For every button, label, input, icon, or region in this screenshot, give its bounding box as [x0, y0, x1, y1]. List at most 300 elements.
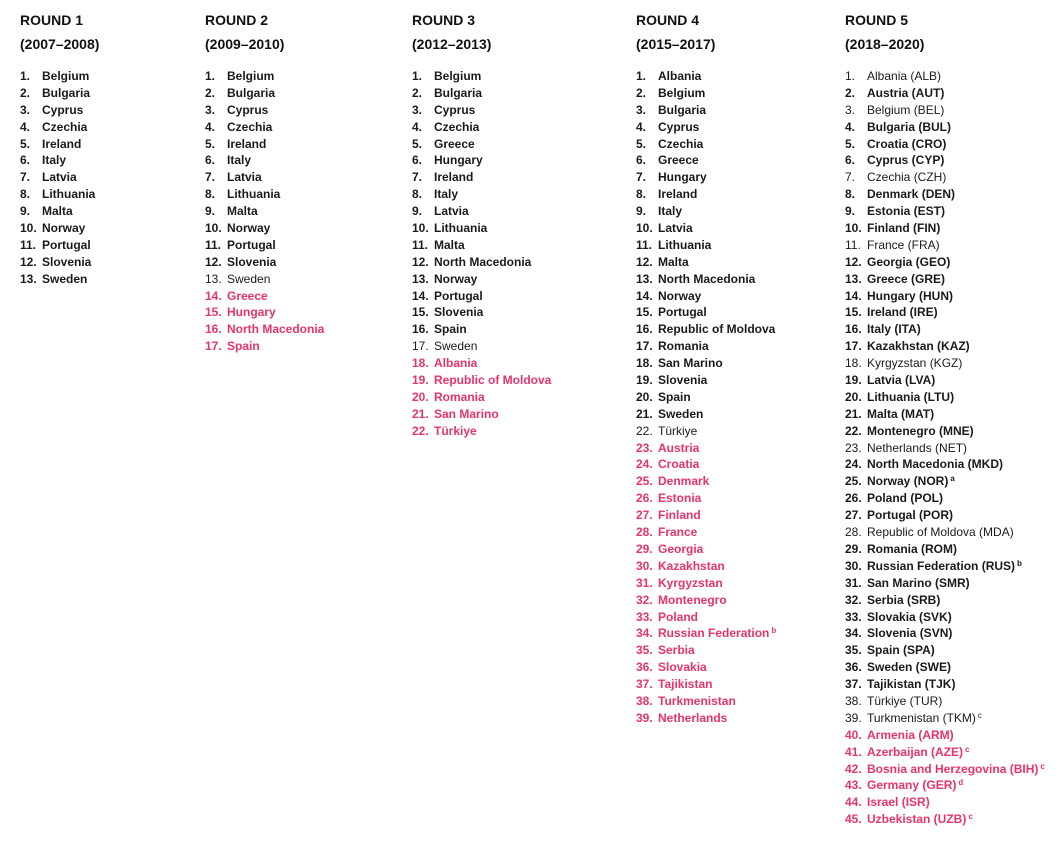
- country-item: [636, 406, 831, 423]
- country-item: [412, 136, 617, 153]
- country-name: Serbia (SRB): [867, 592, 941, 607]
- item-number: 18.: [636, 356, 653, 371]
- country-item: [20, 237, 190, 254]
- country-item: [412, 169, 617, 186]
- country-name: Poland: [658, 609, 699, 624]
- country-name: Sweden: [227, 271, 271, 286]
- country-item: [20, 136, 190, 153]
- country-name: Czechia: [434, 119, 480, 134]
- country-name: Portugal (POR): [867, 508, 953, 523]
- item-number: 10.: [412, 221, 429, 236]
- round-title: [636, 8, 831, 56]
- country-name: Bulgaria: [658, 102, 707, 117]
- country-item: [636, 152, 831, 169]
- country-name: Spain: [227, 339, 260, 354]
- item-number: 6.: [205, 153, 216, 168]
- country-item: [205, 338, 400, 355]
- item-number: 12.: [636, 254, 653, 269]
- country-item: [845, 693, 1060, 710]
- item-number: 1.: [845, 69, 856, 83]
- country-list: [412, 68, 617, 440]
- item-number: 3.: [20, 102, 31, 117]
- country-item: [845, 659, 1060, 676]
- round-label: ROUND 5: [845, 12, 909, 28]
- item-number: 19.: [845, 373, 862, 388]
- country-item: [845, 271, 1060, 288]
- item-number: 31.: [636, 575, 653, 590]
- country-name: Hungary: [658, 170, 707, 185]
- item-number: 20.: [412, 389, 429, 404]
- country-name: Tajikistan: [658, 677, 713, 692]
- item-number: 5.: [205, 136, 216, 151]
- country-item: [20, 68, 190, 85]
- country-item: [845, 136, 1060, 153]
- country-item: [845, 237, 1060, 254]
- country-item: [845, 406, 1060, 423]
- country-name: Slovakia: [658, 660, 707, 675]
- item-number: 17.: [845, 339, 862, 354]
- country-name: Portugal: [658, 305, 707, 320]
- country-item: [412, 186, 617, 203]
- item-number: 15.: [412, 305, 429, 320]
- country-name: North Macedonia: [227, 322, 325, 337]
- item-number: 21.: [845, 406, 862, 421]
- country-item: [412, 119, 617, 136]
- country-name: Finland: [658, 508, 701, 523]
- item-number: 5.: [412, 136, 423, 151]
- country-item: [205, 321, 400, 338]
- country-name: Türkiye: [434, 423, 477, 438]
- country-item: [845, 389, 1060, 406]
- item-number: 5.: [20, 136, 31, 151]
- item-number: 22.: [845, 423, 862, 438]
- item-number: 20.: [845, 389, 862, 404]
- country-item: [845, 761, 1060, 778]
- item-number: 31.: [845, 575, 862, 590]
- item-number: 26.: [845, 491, 862, 506]
- country-name: Belgium (BEL): [867, 102, 945, 117]
- item-number: 13.: [20, 271, 37, 286]
- item-number: 26.: [636, 491, 653, 506]
- country-item: [845, 727, 1060, 744]
- country-name: Norway: [42, 221, 86, 236]
- country-name: Norway (NOR): [867, 474, 949, 489]
- country-item: [20, 186, 190, 203]
- country-item: [845, 609, 1060, 626]
- footnote-marker: a: [950, 474, 955, 484]
- item-number: 25.: [845, 474, 862, 489]
- country-item: [412, 355, 617, 372]
- country-item: [412, 389, 617, 406]
- country-item: [205, 203, 400, 220]
- item-number: 11.: [412, 237, 429, 252]
- country-name: Czechia: [42, 119, 88, 134]
- country-item: [636, 456, 831, 473]
- item-number: 8.: [636, 187, 647, 202]
- item-number: 12.: [845, 254, 862, 269]
- round-5-column: [845, 8, 1060, 828]
- country-item: [636, 288, 831, 305]
- country-item: [845, 507, 1060, 524]
- country-name: Slovenia (SVN): [867, 626, 953, 641]
- item-number: 39.: [636, 710, 653, 725]
- country-name: Czechia: [227, 119, 273, 134]
- country-item: [636, 237, 831, 254]
- item-number: 40.: [845, 727, 862, 742]
- round-title: [205, 8, 400, 56]
- item-number: 29.: [845, 541, 862, 556]
- country-item: [845, 119, 1060, 136]
- item-number: 8.: [845, 187, 856, 202]
- country-item: [20, 271, 190, 288]
- country-name: Malta: [42, 204, 73, 219]
- country-item: [845, 710, 1060, 727]
- country-name: Lithuania: [42, 187, 96, 202]
- country-name: Italy: [434, 187, 459, 202]
- country-item: [205, 271, 400, 288]
- country-item: [845, 102, 1060, 119]
- country-name: Cyprus: [434, 102, 476, 117]
- item-number: 22.: [412, 423, 429, 438]
- country-name: Bulgaria: [227, 85, 276, 100]
- country-name: Latvia: [658, 221, 693, 236]
- country-item: [205, 304, 400, 321]
- country-name: San Marino: [434, 406, 499, 421]
- country-name: Croatia: [658, 457, 700, 472]
- item-number: 1.: [412, 69, 423, 83]
- country-item: [412, 102, 617, 119]
- country-name: Italy (ITA): [867, 322, 921, 337]
- item-number: 18.: [845, 356, 862, 371]
- item-number: 21.: [412, 406, 429, 421]
- country-name: Kazakhstan: [658, 558, 725, 573]
- country-name: Hungary (HUN): [867, 288, 953, 303]
- item-number: 23.: [636, 440, 653, 455]
- country-name: Italy: [42, 153, 67, 168]
- country-name: Republic of Moldova (MDA): [867, 525, 1014, 540]
- item-number: 9.: [636, 204, 647, 219]
- country-item: [636, 338, 831, 355]
- item-number: 16.: [412, 322, 429, 337]
- item-number: 6.: [412, 153, 423, 168]
- item-number: 30.: [636, 558, 653, 573]
- country-item: [845, 524, 1060, 541]
- country-item: [845, 744, 1060, 761]
- footnote-marker: c: [977, 710, 982, 720]
- item-number: 7.: [205, 170, 216, 185]
- country-name: Tajikistan (TJK): [867, 677, 956, 692]
- country-item: [205, 186, 400, 203]
- country-item: [205, 254, 400, 271]
- country-name: Latvia: [42, 170, 77, 185]
- country-name: Netherlands: [658, 710, 728, 725]
- item-number: 15.: [205, 305, 222, 320]
- item-number: 25.: [636, 474, 653, 489]
- item-number: 12.: [20, 254, 37, 269]
- country-item: [636, 271, 831, 288]
- country-name: Kyrgyzstan (KGZ): [867, 356, 963, 371]
- item-number: 18.: [412, 356, 429, 371]
- country-name: Ireland (IRE): [867, 305, 938, 320]
- country-item: [636, 625, 831, 642]
- country-name: Türkiye (TUR): [867, 693, 943, 708]
- item-number: 19.: [636, 373, 653, 388]
- item-number: 35.: [845, 643, 862, 658]
- round-years: (2018–2020): [845, 36, 925, 52]
- item-number: 7.: [636, 170, 647, 185]
- country-item: [845, 625, 1060, 642]
- country-item: [845, 541, 1060, 558]
- item-number: 21.: [636, 406, 653, 421]
- item-number: 1.: [20, 69, 31, 83]
- country-name: Armenia (ARM): [867, 727, 954, 742]
- country-name: Serbia: [658, 643, 695, 658]
- item-number: 43.: [845, 778, 862, 793]
- country-item: [636, 389, 831, 406]
- country-name: Sweden (SWE): [867, 660, 952, 675]
- item-number: 6.: [636, 153, 647, 168]
- item-number: 30.: [845, 558, 862, 573]
- country-item: [845, 355, 1060, 372]
- country-item: [845, 321, 1060, 338]
- item-number: 2.: [412, 85, 423, 100]
- round-2-column: [205, 8, 400, 355]
- country-name: Montenegro (MNE): [867, 423, 974, 438]
- item-number: 9.: [845, 204, 856, 219]
- country-item: [636, 507, 831, 524]
- item-number: 7.: [20, 170, 31, 185]
- item-number: 14.: [636, 288, 653, 303]
- country-item: [412, 338, 617, 355]
- country-item: [636, 490, 831, 507]
- round-years: (2007–2008): [20, 36, 100, 52]
- item-number: 29.: [636, 541, 653, 556]
- country-item: [636, 609, 831, 626]
- country-name: Cyprus (CYP): [867, 153, 945, 168]
- country-item: [636, 85, 831, 102]
- country-item: [412, 85, 617, 102]
- country-name: Hungary: [227, 305, 276, 320]
- item-number: 24.: [845, 457, 862, 472]
- country-name: Bulgaria: [42, 85, 91, 100]
- country-item: [412, 152, 617, 169]
- country-item: [636, 558, 831, 575]
- round-label: ROUND 1: [20, 12, 84, 28]
- country-item: [205, 68, 400, 85]
- country-name: Romania: [658, 339, 709, 354]
- country-item: [636, 659, 831, 676]
- country-item: [636, 68, 831, 85]
- country-name: Montenegro: [658, 592, 727, 607]
- country-item: [845, 254, 1060, 271]
- country-item: [636, 524, 831, 541]
- country-name: Italy: [658, 204, 683, 219]
- country-item: [636, 355, 831, 372]
- country-item: [636, 693, 831, 710]
- footnote-marker: c: [968, 812, 973, 822]
- item-number: 32.: [636, 592, 653, 607]
- country-item: [636, 119, 831, 136]
- item-number: 16.: [205, 322, 222, 337]
- item-number: 37.: [845, 677, 862, 692]
- item-number: 9.: [205, 204, 216, 219]
- country-name: Italy: [227, 153, 252, 168]
- country-name: Romania: [434, 389, 485, 404]
- country-name: Albania (ALB): [867, 69, 942, 83]
- country-item: [636, 169, 831, 186]
- item-number: 33.: [845, 609, 862, 624]
- item-number: 5.: [636, 136, 647, 151]
- country-item: [412, 271, 617, 288]
- country-name: Belgium: [42, 69, 90, 83]
- country-item: [845, 169, 1060, 186]
- country-item: [845, 811, 1060, 828]
- country-item: [636, 423, 831, 440]
- country-list: [20, 68, 190, 288]
- country-name: Austria (AUT): [867, 85, 945, 100]
- item-number: 14.: [845, 288, 862, 303]
- item-number: 24.: [636, 457, 653, 472]
- item-number: 16.: [636, 322, 653, 337]
- item-number: 8.: [20, 187, 31, 202]
- country-name: Lithuania: [227, 187, 281, 202]
- item-number: 7.: [412, 170, 423, 185]
- item-number: 45.: [845, 812, 862, 827]
- item-number: 15.: [636, 305, 653, 320]
- country-name: Lithuania (LTU): [867, 389, 955, 404]
- item-number: 36.: [636, 660, 653, 675]
- country-name: Estonia: [658, 491, 702, 506]
- item-number: 2.: [205, 85, 216, 100]
- item-number: 10.: [636, 221, 653, 236]
- country-name: Ireland: [658, 187, 698, 202]
- country-item: [205, 288, 400, 305]
- country-name: Malta: [658, 254, 689, 269]
- item-number: 34.: [636, 626, 653, 641]
- country-name: Albania: [434, 356, 478, 371]
- country-item: [20, 220, 190, 237]
- country-item: [845, 186, 1060, 203]
- item-number: 11.: [845, 237, 861, 252]
- item-number: 28.: [636, 525, 653, 540]
- country-list: [845, 68, 1060, 828]
- country-name: Greece (GRE): [867, 271, 946, 286]
- country-name: Malta: [434, 237, 465, 252]
- round-title: [20, 8, 190, 56]
- country-item: [412, 237, 617, 254]
- country-name: Sweden: [434, 339, 478, 354]
- item-number: 17.: [205, 339, 222, 354]
- country-item: [205, 152, 400, 169]
- round-years: (2012–2013): [412, 36, 492, 52]
- item-number: 17.: [412, 339, 429, 354]
- country-item: [636, 710, 831, 727]
- footnote-marker: c: [965, 744, 970, 754]
- country-name: North Macedonia: [434, 254, 532, 269]
- item-number: 34.: [845, 626, 862, 641]
- country-name: Republic of Moldova: [434, 373, 552, 388]
- country-name: Slovenia: [658, 373, 708, 388]
- country-name: Bulgaria: [434, 85, 483, 100]
- item-number: 27.: [845, 508, 862, 523]
- item-number: 4.: [845, 119, 856, 134]
- country-name: Netherlands (NET): [867, 440, 968, 455]
- item-number: 3.: [205, 102, 216, 117]
- country-name: Uzbekistan (UZB): [867, 812, 967, 827]
- footnote-marker: b: [1017, 558, 1022, 568]
- country-item: [636, 592, 831, 609]
- country-item: [845, 794, 1060, 811]
- country-name: Spain (SPA): [867, 643, 935, 658]
- country-item: [205, 102, 400, 119]
- item-number: 7.: [845, 170, 856, 185]
- country-name: Greece: [227, 288, 268, 303]
- country-name: Türkiye: [658, 423, 698, 438]
- country-name: Bulgaria (BUL): [867, 119, 951, 134]
- country-name: Georgia: [658, 541, 704, 556]
- item-number: 14.: [205, 288, 222, 303]
- item-number: 28.: [845, 525, 862, 540]
- round-years: (2009–2010): [205, 36, 285, 52]
- item-number: 15.: [845, 305, 862, 320]
- item-number: 13.: [845, 271, 862, 286]
- item-number: 44.: [845, 795, 862, 810]
- country-name: Ireland: [42, 136, 82, 151]
- item-number: 3.: [636, 102, 647, 117]
- item-number: 17.: [636, 339, 653, 354]
- country-item: [636, 321, 831, 338]
- item-number: 13.: [636, 271, 653, 286]
- country-name: Belgium: [434, 69, 482, 83]
- item-number: 41.: [845, 744, 862, 759]
- country-name: Hungary: [434, 153, 483, 168]
- item-number: 8.: [205, 187, 216, 202]
- item-number: 1.: [205, 69, 216, 83]
- item-number: 2.: [845, 85, 856, 100]
- country-item: [412, 321, 617, 338]
- country-item: [412, 304, 617, 321]
- country-item: [20, 203, 190, 220]
- country-list: [636, 68, 831, 727]
- country-name: Spain: [658, 389, 691, 404]
- country-name: Cyprus: [227, 102, 269, 117]
- country-item: [205, 85, 400, 102]
- country-name: Belgium: [227, 69, 275, 83]
- country-item: [412, 203, 617, 220]
- country-name: Sweden: [658, 406, 704, 421]
- item-number: 5.: [845, 136, 856, 151]
- country-name: Bosnia and Herzegovina (BIH): [867, 761, 1039, 776]
- country-name: Lithuania: [658, 237, 712, 252]
- item-number: 3.: [412, 102, 423, 117]
- footnote-marker: c: [1040, 761, 1045, 771]
- item-number: 8.: [412, 187, 423, 202]
- item-number: 42.: [845, 761, 862, 776]
- country-name: Ireland: [227, 136, 267, 151]
- country-item: [636, 136, 831, 153]
- country-name: Denmark: [658, 474, 710, 489]
- country-name: Slovenia: [227, 254, 277, 269]
- country-item: [636, 575, 831, 592]
- country-item: [412, 220, 617, 237]
- country-item: [20, 85, 190, 102]
- country-item: [845, 473, 1060, 490]
- item-number: 22.: [636, 423, 653, 438]
- country-item: [845, 68, 1060, 85]
- item-number: 38.: [636, 693, 653, 708]
- country-item: [636, 440, 831, 457]
- item-number: 35.: [636, 643, 653, 658]
